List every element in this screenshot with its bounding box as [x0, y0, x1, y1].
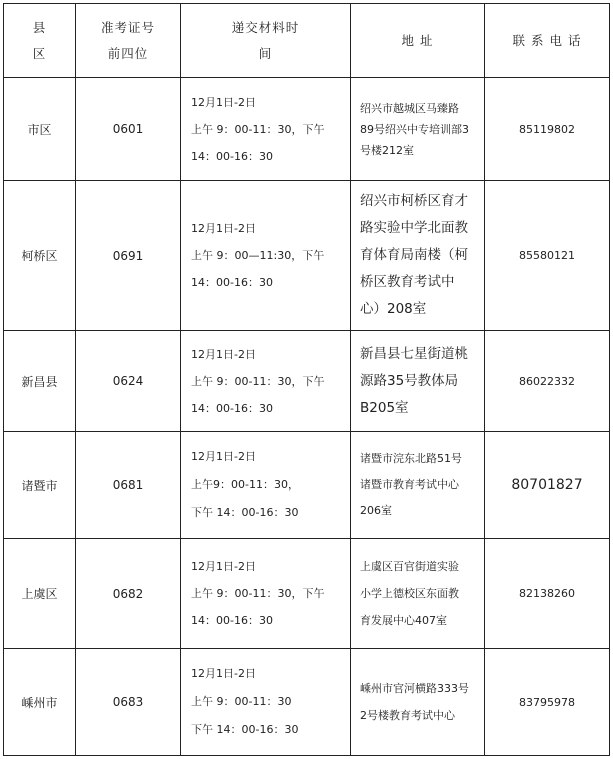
- submit-time-cell: 12月1日-2日 上午 9：00-11：30 下午 14：00-16：30: [181, 649, 351, 756]
- phone-cell: 80701827: [485, 432, 610, 539]
- exam-prefix-cell: 0691: [76, 181, 181, 331]
- exam-prefix-cell: 0682: [76, 539, 181, 649]
- address-cell: 上虞区百官街道实验 小学上德校区东面教 育发展中心407室: [351, 539, 485, 649]
- phone-cell: 85119802: [485, 78, 610, 181]
- address-cell: 绍兴市柯桥区育才 路实验中学北面教 育体育局南楼（柯 桥区教育考试中 心）208室: [351, 181, 485, 331]
- county-cell: 嵊州市: [4, 649, 76, 756]
- header-exam-prefix: 准考证号 前四位: [76, 4, 181, 78]
- county-cell: 市区: [4, 78, 76, 181]
- county-cell: 新昌县: [4, 331, 76, 432]
- table-row: [4, 649, 610, 756]
- submit-time-cell: 12月1日-2日 上午 9：00-11：30，下午 14：00-16：30: [181, 539, 351, 649]
- table-row: [4, 181, 610, 331]
- table-row: [4, 78, 610, 181]
- header-submit-time: 递交材料时 间: [181, 4, 351, 78]
- header-address: 地 址: [351, 4, 485, 78]
- table-row: [4, 539, 610, 649]
- phone-cell: 82138260: [485, 539, 610, 649]
- exam-prefix-cell: 0681: [76, 432, 181, 539]
- table-header-row: [4, 4, 610, 78]
- table-row: [4, 432, 610, 539]
- address-cell: 绍兴市越城区马臻路 89号绍兴中专培训部3 号楼212室: [351, 78, 485, 181]
- exam-prefix-cell: 0683: [76, 649, 181, 756]
- header-county: 县 区: [4, 4, 76, 78]
- county-cell: 诸暨市: [4, 432, 76, 539]
- phone-cell: 86022332: [485, 331, 610, 432]
- exam-prefix-cell: 0624: [76, 331, 181, 432]
- phone-cell: 83795978: [485, 649, 610, 756]
- submit-time-cell: 12月1日-2日 上午 9：00-11：30，下午 14：00-16：30: [181, 78, 351, 181]
- address-cell: 新昌县七星街道桃 源路35号教体局 B205室: [351, 331, 485, 432]
- exam-prefix-cell: 0601: [76, 78, 181, 181]
- county-cell: 上虞区: [4, 539, 76, 649]
- address-cell: 诸暨市浣东北路51号 诸暨市教育考试中心 206室: [351, 432, 485, 539]
- county-cell: 柯桥区: [4, 181, 76, 331]
- submit-time-cell: 12月1日-2日 上午 9：00-11：30，下午 14：00-16：30: [181, 331, 351, 432]
- phone-cell: 85580121: [485, 181, 610, 331]
- header-phone: 联 系 电 话: [485, 4, 610, 78]
- submit-time-cell: 12月1日-2日 上午9：00-11：30， 下午 14：00-16：30: [181, 432, 351, 539]
- submit-time-cell: 12月1日-2日 上午 9：00—11:30，下午 14：00-16：30: [181, 181, 351, 331]
- table-row: [4, 331, 610, 432]
- exam-material-table: [3, 3, 610, 756]
- address-cell: 嵊州市官河横路333号 2号楼教育考试中心: [351, 649, 485, 756]
